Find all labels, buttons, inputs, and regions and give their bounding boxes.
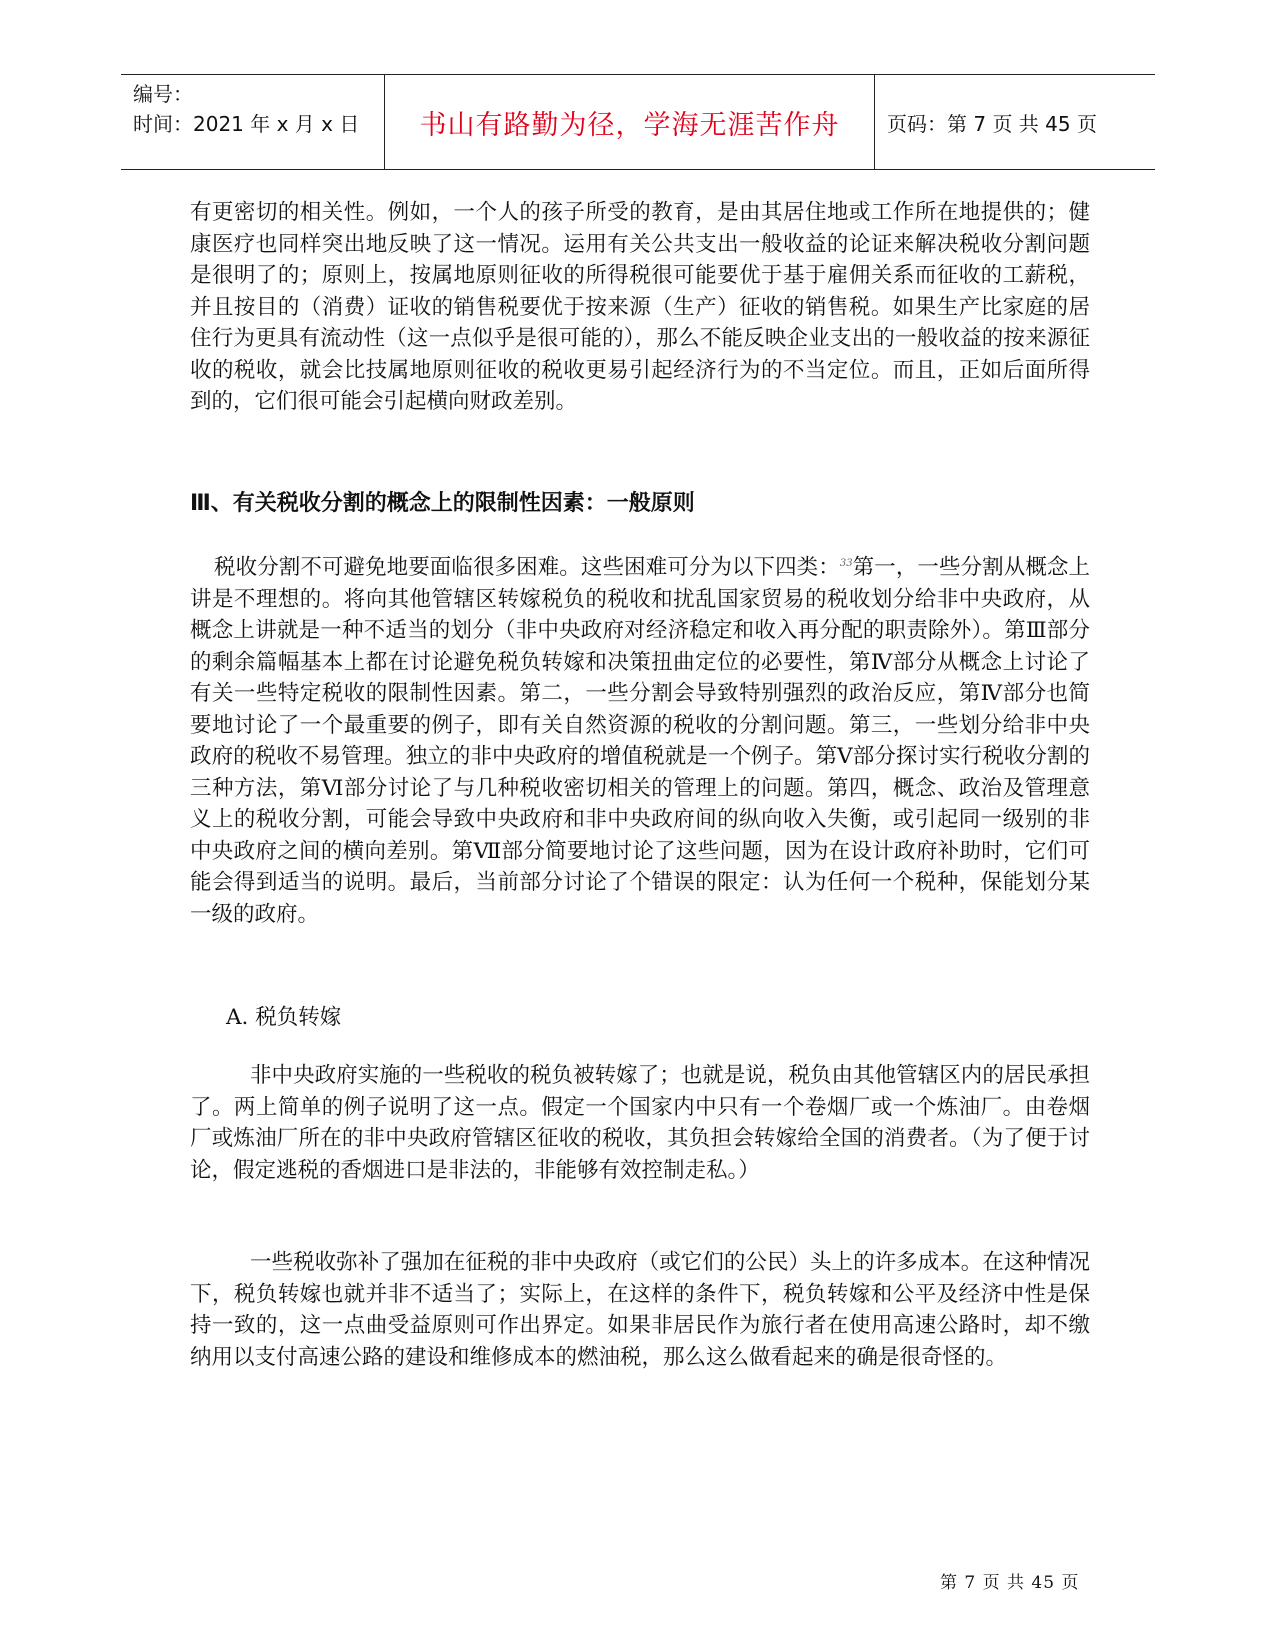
paragraph-2-start: 税收分割不可避免地要面临很多困难。这些困难可分为以下四类： — [214, 555, 840, 581]
header-page-cell — [875, 75, 1155, 169]
subsection-heading: A. 税负转嫁 — [226, 1005, 342, 1030]
paragraph-2 — [190, 548, 1090, 930]
paragraph-3: 非中央政府实施的一些税收的税负被转嫁了；也就是说，税负由其他管辖区内的居民承担了。两上简单的例子说明了这一点。假定一个国家内中只有一个卷烟厂或一个炼油厂。由卷烟厂或炼油厂所在的非中央政府管辖区征收的税收，其负担会转嫁给全国的消费者。（为了便于讨论，假定逃税的香烟进口是非法的，非能够有效控制走私。） — [190, 1063, 1090, 1183]
footnote-mark: 33 — [839, 558, 853, 569]
document-header — [121, 74, 1155, 170]
number-label: 编号： — [133, 82, 193, 106]
time-label: 时间：2021 年 x 月 x 日 — [133, 112, 360, 136]
paragraph-2-rest: 第一，一些分割从概念上讲是不理想的。将向其他管辖区转嫁税负的税收和扰乱国家贸易的税收划分给非中央政府，从概念上讲就是一种不适当的划分（非中央政府对经济稳定和收入再分配的职责除外）。第Ⅲ部分的剩余篇幅基本上都在讨论避免税负转嫁和决策扭曲定位的必要性，第Ⅳ部分从概念上讨论了有关一些特定税收的限制性因素。第二，一些分割会导致特别强烈的政治反应，第Ⅳ部分也简要地讨论了一个最重要的例子，即有关自然资源的税收的分割问题。第三，一些划分给非中央政府的税收不易管理。独立的非中央政府的增值税就是一个例子。第Ⅴ部分探讨实行税收分割的三种方法，第Ⅵ部分讨论了与几种税收密切相关的管理上的问题。第四，概念、政治及管理意义上的税收分割，可能会导致中央政府和非中央政府间的纵向收入失衡，或引起同一级别的非中央政府之间的横向差别。第Ⅶ部分简要地讨论了这些问题，因为在设计政府补助时，它们可能会得到适当的说明。最后，当前部分讨论了个错误的限定：认为任何一个税种，保能划分某一级的政府。 — [190, 555, 1090, 927]
paragraph-4: 一些税收弥补了强加在征税的非中央政府（或它们的公民）头上的许多成本。在这种情况下，税负转嫁也就并非不适当了；实际上，在这样的条件下，税负转嫁和公平及经济中性是保持一致的，这一点曲受益原则可作出界定。如果非居民作为旅行者在使用高速公路时，却不缴纳用以支付高速公路的建设和维修成本的燃油税，那么这么做看起来的确是很奇怪的。 — [190, 1250, 1090, 1370]
page-label: 页码：第 7 页 共 45 页 — [887, 111, 1097, 136]
header-motto-cell — [385, 75, 875, 169]
page-footer: 第 7 页 共 45 页 — [940, 1573, 1080, 1593]
motto: 书山有路勤为径，学海无涯苦作舟 — [419, 109, 840, 141]
header-meta — [121, 75, 385, 169]
paragraph-1: 有更密切的相关性。例如，一个人的孩子所受的教育，是由其居住地或工作所在地提供的；健康医疗也同样突出地反映了这一情况。运用有关公共支出一般收益的论证来解决税收分割问题是很明了的；原则上，按属地原则征收的所得税很可能要优于基于雇佣关系而征收的工薪税，并且按目的（消费）证收的销售税要优于按来源（生产）征收的销售税。如果生产比家庭的居住行为更具有流动性（这一点似乎是很可能的），那么不能反映企业支出的一般收益的按来源征收的税收，就会比技属地原则征收的税收更易引起经济行为的不当定位。而且，正如后面所得到的，它们很可能会引起横向财政差别。 — [190, 200, 1090, 414]
section-heading: Ⅲ、有关税收分割的概念上的限制性因素：一般原则 — [190, 491, 695, 516]
